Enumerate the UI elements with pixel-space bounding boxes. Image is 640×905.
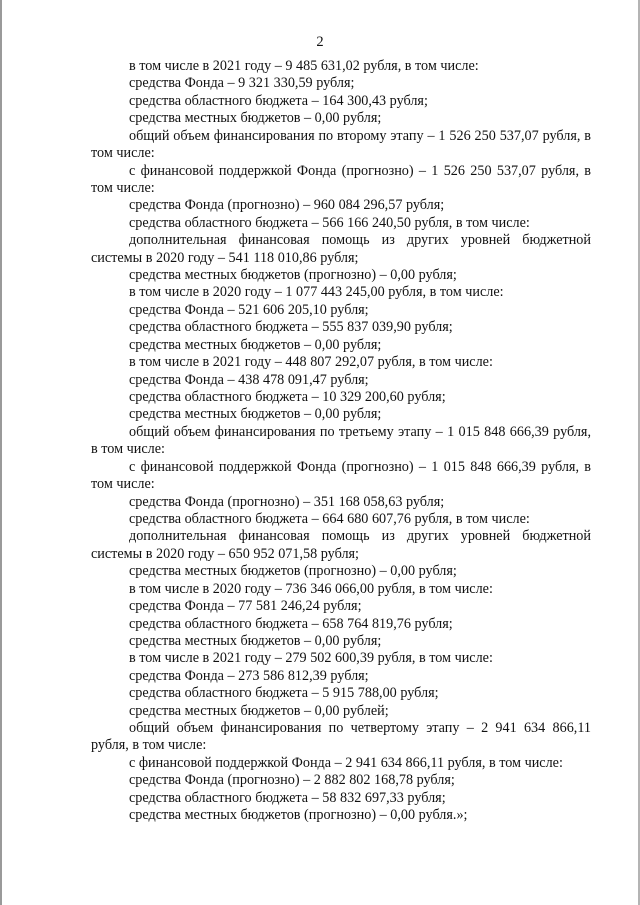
paragraph: в том числе в 2021 году – 279 502 600,39 рубля, в том числе:	[129, 650, 493, 667]
paragraph: средства местных бюджетов (прогнозно) – 0,00 рубля;	[129, 563, 457, 580]
paragraph: средства Фонда – 273 586 812,39 рубля;	[129, 667, 369, 684]
paragraph: средства местных бюджетов – 0,00 рубля;	[129, 110, 382, 127]
paragraph: в том числе в 2021 году – 9 485 631,02 рубля, в том числе:	[129, 58, 479, 74]
paragraph: общий объем финансирования по четвертому этапу – 2 941 634 866,11 рубля, в том числе:	[91, 720, 591, 754]
paragraph: с финансовой поддержкой Фонда (прогнозно) – 1 015 848 666,39 рубля, в том числе:	[91, 458, 591, 493]
paragraph: общий объем финансирования по третьему этапу – 1 015 848 666,39 рубля, в том числе:	[91, 423, 591, 458]
paragraph: средства местных бюджетов – 0,00 рублей;	[129, 702, 389, 719]
paragraph: средства областного бюджета – 5 915 788,00 рубля;	[129, 685, 439, 702]
paragraph: средства областного бюджета – 164 300,43 рубля;	[129, 92, 428, 109]
paragraph: с финансовой поддержкой Фонда (прогнозно) – 1 526 250 537,07 рубля, в том числе:	[91, 162, 591, 196]
paragraph: средства областного бюджета – 664 680 607,76 рубля, в том числе:	[129, 510, 530, 527]
paragraph: средства Фонда – 9 321 330,59 рубля;	[129, 75, 355, 92]
paragraph: средства местных бюджетов – 0,00 рубля;	[129, 406, 382, 423]
paragraph: дополнительная финансовая помощь из других уровней бюджетной системы в 2020 году – 541 118 010,86 рубля;	[91, 232, 591, 266]
paragraph: средства областного бюджета – 658 764 819,76 рубля;	[129, 615, 453, 632]
scan-edge-left	[0, 0, 2, 905]
body-text	[91, 58, 591, 825]
paragraph: средства Фонда – 521 606 205,10 рубля;	[129, 301, 369, 318]
paragraph: средства Фонда – 438 478 091,47 рубля;	[129, 371, 369, 388]
paragraph: средства Фонда – 77 581 246,24 рубля;	[129, 598, 362, 615]
paragraph: в том числе в 2020 году – 736 346 066,00 рубля, в том числе:	[129, 580, 493, 597]
paragraph: средства областного бюджета – 566 166 240,50 рубля, в том числе:	[129, 214, 530, 231]
paragraph: средства местных бюджетов (прогнозно) – 0,00 рубля;	[129, 267, 457, 284]
paragraph: средства областного бюджета – 58 832 697,33 рубля;	[129, 789, 446, 806]
paragraph: средства Фонда (прогнозно) – 2 882 802 168,78 рубля;	[129, 772, 455, 789]
paragraph: средства местных бюджетов (прогнозно) – 0,00 рубля.»;	[129, 807, 468, 824]
paragraph: с финансовой поддержкой Фонда – 2 941 634 866,11 рубля, в том числе:	[129, 754, 563, 771]
paragraph: средства областного бюджета – 10 329 200,60 рубля;	[129, 389, 446, 406]
paragraph: средства областного бюджета – 555 837 039,90 рубля;	[129, 319, 453, 336]
page-number: 2	[316, 34, 324, 50]
paragraph: средства Фонда (прогнозно) – 960 084 296,57 рубля;	[129, 197, 445, 214]
paragraph: средства Фонда (прогнозно) – 351 168 058,63 рубля;	[129, 493, 445, 510]
paragraph: в том числе в 2021 году – 448 807 292,07 рубля, в том числе:	[129, 354, 493, 371]
paragraph: средства местных бюджетов – 0,00 рубля;	[129, 632, 382, 649]
paragraph: средства местных бюджетов – 0,00 рубля;	[129, 336, 382, 353]
paragraph: общий объем финансирования по второму этапу – 1 526 250 537,07 рубля, в том числе:	[91, 127, 591, 162]
paragraph: дополнительная финансовая помощь из других уровней бюджетной системы в 2020 году – 650 952 071,58 рубля;	[91, 528, 591, 562]
paragraph: в том числе в 2020 году – 1 077 443 245,00 рубля, в том числе:	[129, 284, 504, 301]
